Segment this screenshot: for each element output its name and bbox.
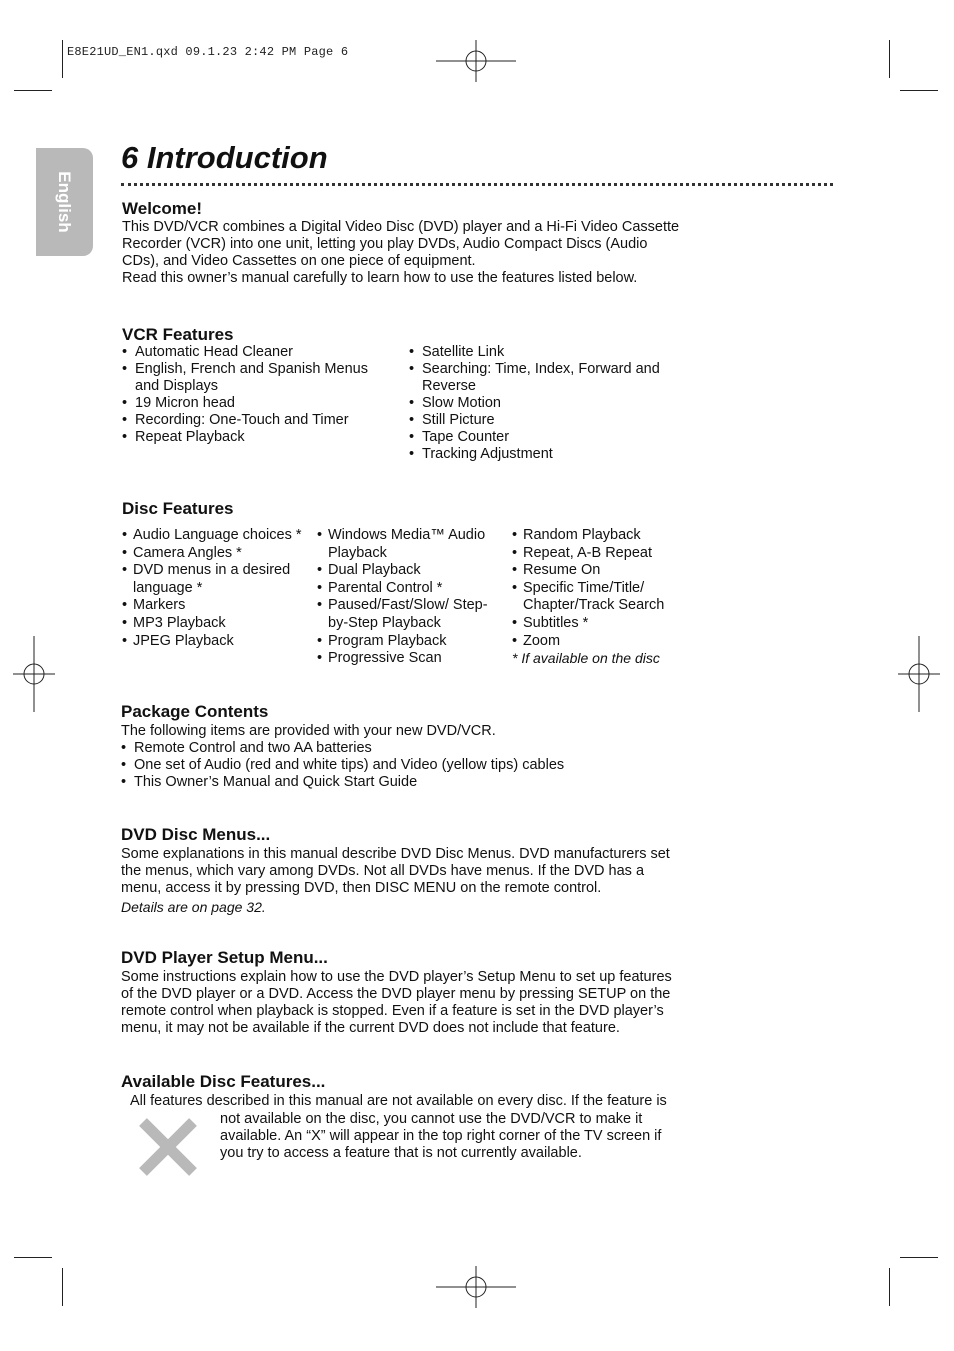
text-line: Some explanations in this manual describe DVD Disc Menus. DVD manufacturers set <box>121 846 670 862</box>
list-item: • Remote Control and two AA batteries <box>121 740 701 757</box>
list-item: • Automatic Head Cleaner <box>122 344 387 361</box>
list-item: • MP3 Playback <box>122 615 302 633</box>
text-line: the menus, which vary among DVDs. Not all DVDs have menus. If the DVD has a <box>121 863 645 879</box>
list-item: • Tracking Adjustment <box>409 446 664 463</box>
text-line: Read this owner’s manual carefully to learn how to use the features listed below. <box>122 270 638 286</box>
list-item: • Searching: Time, Index, Forward and Reverse <box>409 361 664 395</box>
disc-features-heading: Disc Features <box>122 499 234 518</box>
page-reference-note: Details are on page 32. <box>121 899 266 915</box>
vcr-features-heading: VCR Features <box>122 325 234 344</box>
list-item: • Tape Counter <box>409 429 664 446</box>
list-item: • Dual Playback <box>317 562 492 580</box>
text-line: available. An “X” will appear in the top right corner of the TV screen if <box>220 1128 662 1144</box>
text-line: of the DVD player or a DVD. Access the DVD player menu by pressing SETUP on the <box>121 986 671 1002</box>
list-item: • Subtitles * <box>512 615 687 633</box>
disc-features-list-3 <box>512 527 687 650</box>
dvd-disc-menus-text <box>121 846 701 916</box>
vcr-features-list-2 <box>409 344 664 463</box>
text-line: Some instructions explain how to use the DVD player’s Setup Menu to set up features <box>121 969 672 985</box>
list-item: • Paused/Fast/Slow/ Step-by-Step Playback <box>317 597 492 632</box>
list-item: • Parental Control * <box>317 580 492 598</box>
list-item: • Program Playback <box>317 633 492 651</box>
package-contents-list <box>121 740 701 791</box>
text-line: Recorder (VCR) into one unit, letting you play DVDs, Audio Compact Discs (Audio <box>122 236 648 252</box>
disc-features-list-2 <box>317 527 492 668</box>
list-item: • Recording: One-Touch and Timer <box>122 412 387 429</box>
crosshair-icon <box>436 40 516 82</box>
list-item: • Camera Angles * <box>122 545 302 563</box>
language-tab-label: English <box>55 171 74 233</box>
available-features-heading: Available Disc Features... <box>121 1072 326 1091</box>
text-line: menu, access it by pressing DVD, then DISC MENU on the remote control. <box>121 880 602 896</box>
setup-menu-heading: DVD Player Setup Menu... <box>121 948 328 967</box>
text-line: not available on the disc, you cannot use the DVD/VCR to make it <box>220 1111 643 1127</box>
list-item: • Specific Time/Title/ Chapter/Track Search <box>512 580 687 615</box>
list-item: • Satellite Link <box>409 344 664 361</box>
setup-menu-text <box>121 969 711 1037</box>
language-tab <box>36 148 93 256</box>
list-item: • Slow Motion <box>409 395 664 412</box>
list-item: • Markers <box>122 597 302 615</box>
list-item: • JPEG Playback <box>122 633 302 651</box>
crosshair-icon <box>13 636 55 712</box>
title-divider <box>121 183 833 186</box>
list-item: • Repeat Playback <box>122 429 387 446</box>
list-item: • Windows Media™ Audio Playback <box>317 527 492 562</box>
list-item: • One set of Audio (red and white tips) and Video (yellow tips) cables <box>121 757 701 774</box>
list-item: • English, French and Spanish Menus and Displays <box>122 361 387 395</box>
list-item: • Progressive Scan <box>317 650 492 668</box>
package-intro: The following items are provided with your new DVD/VCR. <box>121 723 496 739</box>
page-title: 6 Introduction <box>121 140 328 175</box>
list-item: • Resume On <box>512 562 687 580</box>
package-contents-heading: Package Contents <box>121 702 269 721</box>
dvd-disc-menus-heading: DVD Disc Menus... <box>121 825 271 844</box>
list-item: • Audio Language choices * <box>122 527 302 545</box>
list-item: • Zoom <box>512 633 687 651</box>
file-slug: E8E21UD_EN1.qxd 09.1.23 2:42 PM Page 6 <box>67 45 349 59</box>
text-line: CDs), and Video Cassettes on one piece of equipment. <box>122 253 476 269</box>
welcome-heading: Welcome! <box>122 199 202 218</box>
text-line: you try to access a feature that is not currently available. <box>220 1145 582 1161</box>
available-text <box>220 1111 700 1162</box>
disc-features-list-1 <box>122 527 302 650</box>
available-first-line: All features described in this manual are not available on every disc. If the feature is <box>130 1093 667 1109</box>
list-item: • Repeat, A-B Repeat <box>512 545 687 563</box>
list-item: • Still Picture <box>409 412 664 429</box>
crosshair-icon <box>436 1266 516 1308</box>
list-item: • Random Playback <box>512 527 687 545</box>
text-line: This DVD/VCR combines a Digital Video Disc (DVD) player and a Hi-Fi Video Cassette <box>122 219 680 235</box>
text-line: menu, it may not be available if the current DVD does not include that feature. <box>121 1020 620 1036</box>
text-line: remote control when playback is stopped. Even if a feature is set in the DVD player’s <box>121 1003 664 1019</box>
list-item: • This Owner’s Manual and Quick Start Guide <box>121 774 701 791</box>
vcr-features-list-1 <box>122 344 387 446</box>
list-item: • 19 Micron head <box>122 395 387 412</box>
disc-footnote: * If available on the disc <box>512 650 660 666</box>
welcome-text <box>122 219 702 287</box>
list-item: • DVD menus in a desired language * <box>122 562 302 597</box>
x-mark-icon <box>138 1118 198 1176</box>
crosshair-icon <box>898 636 940 712</box>
